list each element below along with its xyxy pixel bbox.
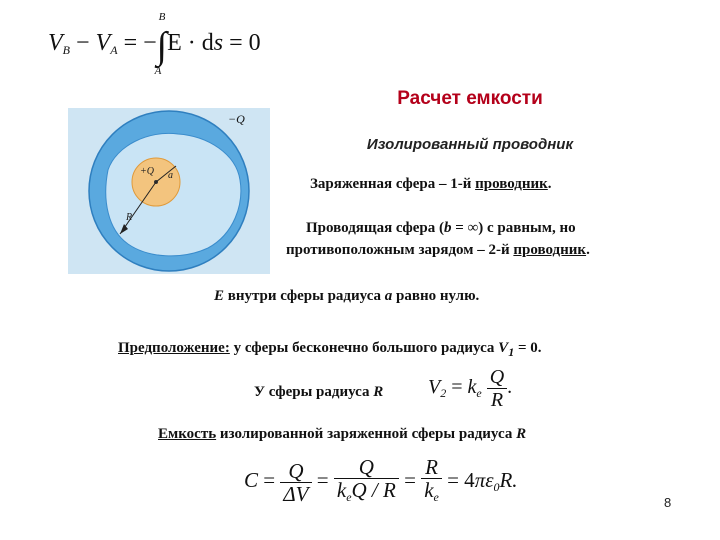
text-line-capacitance: [158, 426, 526, 443]
text-fragment: Проводящая сфера (: [306, 220, 445, 236]
formula-operator: = 0: [223, 30, 261, 56]
outer-radius-label: R: [126, 212, 133, 223]
text-line-first-conductor: [310, 176, 552, 193]
formula-symbol: Q / R: [351, 478, 396, 502]
outer-charge-label: −Q: [228, 112, 245, 126]
formula-symbol: k: [424, 478, 434, 502]
underlined-term: Емкость: [158, 426, 217, 442]
charged-sphere-figure: [68, 108, 270, 274]
math-symbol: R: [516, 426, 527, 442]
formula-operator: =: [258, 467, 281, 492]
fraction-numerator: Q: [334, 456, 399, 479]
formula-subscript: 2: [440, 386, 447, 401]
formula-subscript: e: [476, 386, 482, 401]
math-symbol: R: [373, 384, 384, 400]
integral-upper-limit: B: [158, 11, 166, 23]
formula-operator: = 4: [441, 467, 475, 492]
formula-symbol: k: [467, 376, 477, 399]
fraction-denominator: [334, 479, 399, 508]
text-fragment: У сферы радиуса: [254, 384, 374, 400]
fraction-denominator: R: [490, 389, 504, 411]
formula-subscript: 0: [493, 479, 500, 494]
fraction-q-over-r: [487, 366, 507, 411]
formula-symbol: C: [244, 467, 259, 492]
math-subscript: 1: [508, 345, 515, 359]
formula-integrand: E · d: [167, 30, 214, 56]
formula-v2: [428, 366, 512, 411]
math-symbol: V: [498, 340, 509, 356]
text-line-second-conductor-b: [286, 242, 590, 259]
text-fragment: Заряженная сфера – 1-й: [310, 176, 476, 192]
formula-operator: .: [507, 376, 513, 399]
text-fragment: = 0.: [514, 340, 542, 356]
text-fragment: .: [547, 176, 552, 192]
text-line-second-conductor-a: [306, 220, 576, 237]
text-fragment: .: [586, 242, 590, 258]
formula-subscript: B: [62, 43, 71, 57]
fraction-q-over-deltav: [280, 460, 311, 505]
fraction-numerator: R: [421, 456, 442, 479]
slide-title: Расчет емкости: [397, 88, 543, 109]
formula-symbol: V: [95, 30, 111, 56]
formula-symbol: R.: [499, 467, 518, 492]
text-fragment: равно нулю.: [392, 288, 480, 304]
math-symbol: a: [384, 288, 393, 304]
text-line-field-inside: [214, 288, 479, 305]
formula-capacitance: [244, 456, 518, 508]
underlined-term: проводник: [475, 176, 548, 192]
formula-subscript: A: [110, 43, 118, 57]
fraction-numerator: Q: [487, 366, 507, 389]
formula-symbol: V: [48, 30, 63, 56]
formula-operator: =: [398, 467, 422, 492]
inner-charge-label: +Q: [140, 166, 154, 177]
formula-symbol: πε: [474, 467, 494, 492]
formula-symbol: V: [428, 376, 441, 399]
text-fragment: = ∞) с равным, но: [451, 220, 576, 236]
formula-potential-difference: [48, 11, 261, 77]
fraction-numerator: Q: [280, 460, 311, 483]
slide-subtitle: Изолированный проводник: [366, 136, 574, 153]
formula-subscript: e: [433, 490, 439, 504]
formula-subscript: e: [346, 490, 352, 504]
math-symbol: E: [214, 288, 225, 304]
formula-operator: =: [446, 376, 468, 399]
fraction-denominator: ΔV: [283, 481, 309, 506]
text-line-assumption: [118, 340, 542, 360]
formula-operator: = −: [117, 30, 157, 56]
inner-radius-label: a: [168, 170, 173, 181]
formula-symbol: s: [213, 30, 224, 56]
fraction-denominator: [421, 479, 442, 508]
integral-lower-limit: A: [154, 65, 162, 77]
page-number: 8: [664, 495, 672, 510]
formula-operator: −: [70, 30, 96, 56]
underlined-term: Предположение:: [118, 340, 230, 356]
text-fragment: внутри сферы радиуса: [224, 288, 385, 304]
math-symbol: b: [444, 220, 452, 236]
text-fragment: изолированной заряженной сферы радиуса: [216, 426, 517, 442]
fraction-q-over-keq-r: [334, 456, 399, 508]
text-fragment: у сферы бесконечно большого радиуса: [229, 340, 499, 356]
underlined-term: проводник: [513, 242, 587, 258]
text-line-sphere-radius: [254, 384, 383, 401]
sphere-diagram: [68, 108, 270, 274]
integral-sign: ∫ B A: [154, 11, 168, 77]
text-fragment: противоположным зарядом – 2-й: [286, 242, 514, 258]
formula-symbol: k: [336, 478, 347, 502]
fraction-r-over-ke: [421, 456, 442, 508]
formula-operator: =: [311, 467, 334, 492]
